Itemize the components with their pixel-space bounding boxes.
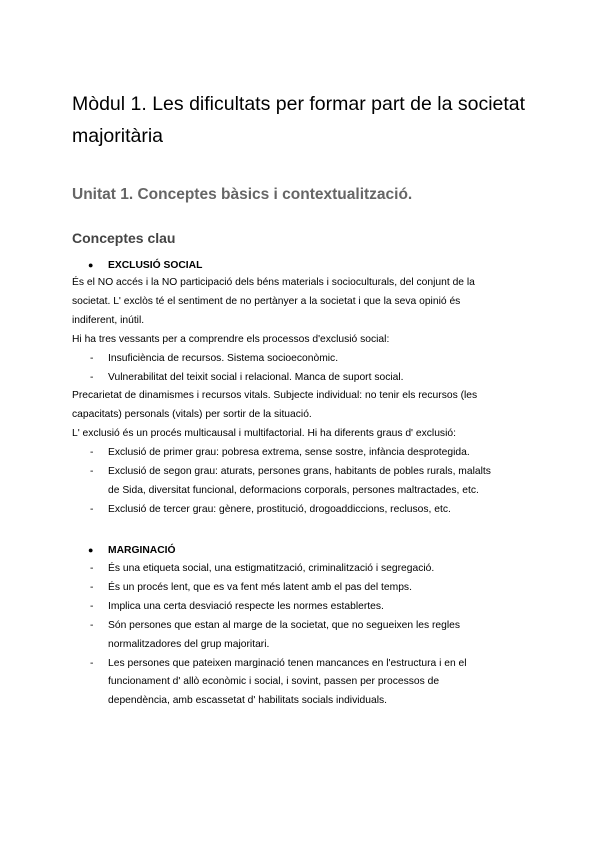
marginacio-section (72, 560, 467, 711)
list-item-text: funcionament d' allò econòmic i social, i sovint, passen per processos de (108, 676, 440, 688)
dash-icon: - (90, 619, 94, 631)
list-item-text: Són persones que estan al marge de la societat, que no segueixen les regles (108, 619, 461, 631)
text-line: L' exclusió és un procés multicausal i multifactorial. Hi ha diferents graus d' exclusió: (72, 428, 456, 440)
concepts-heading: Conceptes clau (72, 230, 176, 246)
marginacio-heading: MARGINACIÓ (108, 545, 176, 556)
list-item (72, 369, 491, 388)
list-item-text: Les persones que pateixen marginació tenen mancances en l'estructura i en el (108, 657, 467, 669)
dash-icon: - (90, 352, 94, 364)
list-item-text: dependència, amb escassetat d' habilitats socials individuals. (108, 695, 388, 707)
list-item (72, 501, 491, 520)
dash-icon: - (90, 466, 94, 478)
list-item (72, 579, 467, 598)
page-title: Mòdul 1. Les dificultats per formar part de la societat majoritària (72, 93, 526, 147)
list-item-text: normalitzadores del grup majoritari. (108, 638, 270, 650)
dash-icon: - (90, 657, 94, 669)
text-line: Hi ha tres vessants per a comprendre els processos d'exclusió social: (72, 333, 390, 345)
list-item (72, 560, 467, 579)
text-line: capacitats) personals (vitals) per sortir de la situació. (72, 409, 312, 421)
list-item-text: Implica una certa desviació respecte les normes establertes. (108, 600, 384, 612)
text-line: societat. L' exclòs té el sentiment de no pertànyer a la societat i que la seva opinió és (72, 295, 461, 307)
list-item (72, 598, 467, 617)
list-item-text: És una etiqueta social, una estigmatització, criminalització i segregació. (108, 563, 435, 574)
dash-icon: - (90, 371, 94, 383)
list-item (72, 444, 491, 463)
dash-icon: - (90, 447, 94, 459)
text-line: indiferent, inútil. (72, 314, 145, 326)
list-item-text: Exclusió de tercer grau: gènere, prostitució, drogoaddiccions, reclusos, etc. (108, 503, 451, 515)
list-item-text: Insuficiència de recursos. Sistema socioeconòmic. (108, 352, 339, 364)
text-line: És el NO accés i la NO participació dels béns materials i socioculturals, del conjunt de la (72, 277, 475, 288)
list-item (72, 350, 491, 369)
bullet-icon: ● (88, 260, 94, 270)
exclusio-section (72, 274, 491, 520)
list-item (72, 463, 491, 501)
dash-icon: - (90, 581, 94, 593)
graus-list (72, 444, 491, 520)
exclusio-after (72, 387, 491, 444)
dash-icon: - (90, 600, 94, 612)
list-item-text: de Sida, diversitat funcional, deformacions corporals, persones maltractades, etc. (108, 484, 479, 496)
text-line: Precarietat de dinamismes i recursos vitals. Subjecte individual: no tenir els recursos (les (72, 390, 478, 402)
vessants-list (72, 350, 491, 388)
list-item (72, 617, 467, 655)
exclusio-definition (72, 274, 491, 350)
list-item-text: Exclusió de primer grau: pobresa extrema, sense sostre, infància desprotegida. (108, 447, 470, 459)
exclusio-heading: EXCLUSIÓ SOCIAL (108, 260, 203, 271)
bullet-icon: ● (88, 545, 94, 555)
list-item-text: Vulnerabilitat del teixit social i relacional. Manca de suport social. (108, 371, 404, 383)
marginacio-list (72, 560, 467, 711)
marginacio-heading-row (88, 541, 176, 560)
unit-heading: Unitat 1. Conceptes bàsics i contextualització. (72, 186, 413, 203)
exclusio-heading-row (88, 256, 202, 275)
list-item-text: Exclusió de segon grau: aturats, persones grans, habitants de pobles rurals, malalts (108, 466, 491, 478)
dash-icon: - (90, 563, 94, 574)
dash-icon: - (90, 503, 94, 515)
list-item-text: És un procés lent, que es va fent més latent amb el pas del temps. (108, 581, 412, 593)
list-item (72, 655, 467, 712)
